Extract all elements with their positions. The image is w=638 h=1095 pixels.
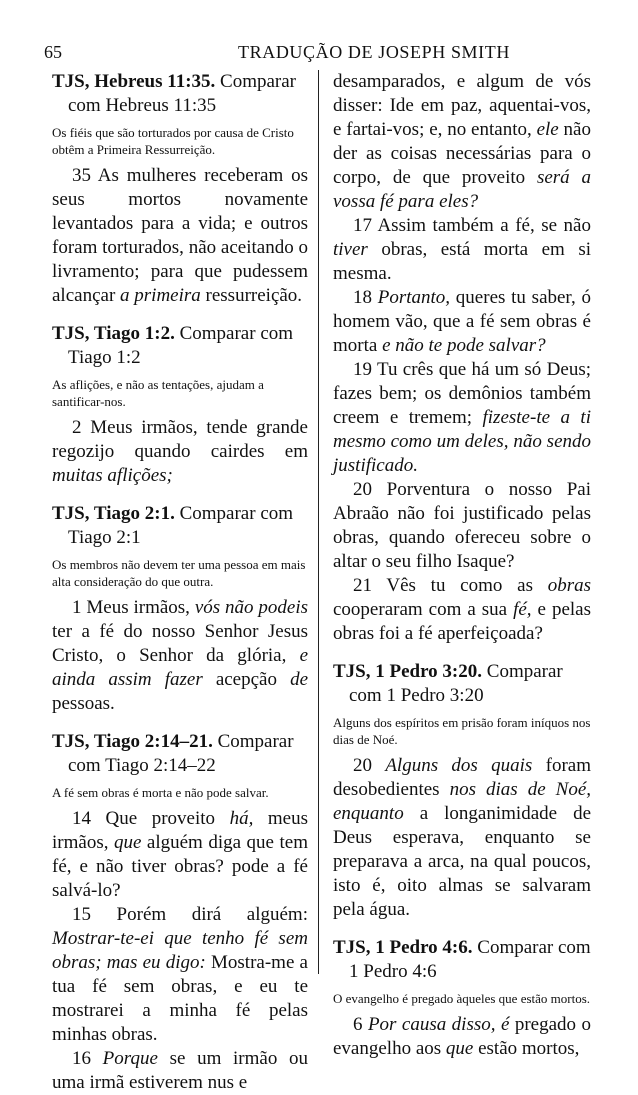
heading-compare: Comparar com 1 Pedro 4:6 [349,937,591,982]
column-divider [318,70,319,974]
heading-compare: Comparar com Tiago 2:1 [68,503,294,548]
section-hebreus-11-35 [52,70,308,308]
section-summary: Os fiéis que são torturados por causa de Cristo obtêm a Primeira Ressurreição. [52,125,294,157]
section-heading [52,730,308,778]
heading-ref: TJS, 1 Pedro 3:20. [333,661,483,682]
heading-ref: TJS, Tiago 2:1. [52,503,175,524]
section-heading [52,502,308,550]
verse-19: 19 Tu crês que há um só Deus; fazes bem; os demônios também creem e tremem; fizeste-te a ti mesmo como um deles, não sendo justificado. [333,359,591,476]
heading-compare: Comparar com 1 Pedro 3:20 [349,661,563,706]
section-heading [333,936,591,984]
left-column [52,70,308,1095]
verse-18: 18 Portanto, queres tu saber, ó homem vão, que a fé sem obras é morta e não te pode salvar? [333,287,591,356]
page-number: 65 [44,42,62,62]
page-header [44,42,598,68]
section-tiago-1-2 [52,322,308,488]
verse-1: 1 Meus irmãos, vós não podeis ter a fé do nosso Senhor Jesus Cristo, o Senhor da glória, e ainda assim fazer acepção de pessoas. [52,597,308,714]
verse-6: 6 Por causa disso, é pregado o evangelho aos que estão mortos, [333,1014,591,1059]
section-heading [52,322,308,370]
verse-14: 14 Que proveito há, meus irmãos, que alguém diga que tem fé, e não tiver obras? pode a fé salvá-lo? [52,808,308,901]
heading-compare: Comparar com Hebreus 11:35 [68,71,297,116]
heading-ref: TJS, 1 Pedro 4:6. [333,937,473,958]
verse-16: 16 Porque se um irmão ou uma irmã estiverem nus e [52,1048,308,1093]
section-summary: As aflições, e não as tentações, ajudam a santificar-nos. [52,377,264,409]
section-tiago-2-14 [52,730,308,1095]
verse-35: 35 As mulheres receberam os seus mortos novamente levantados para a vida; e outros foram torturados, não aceitando o livramento; para que pudessem alcançar a primeira ressurreição. [52,165,308,306]
section-1-pedro-4-6 [333,936,591,1061]
section-summary: Alguns dos espíritos em prisão foram iníquos nos dias de Noé. [333,715,591,747]
heading-ref: TJS, Tiago 1:2. [52,323,175,344]
section-heading [333,660,591,708]
section-summary: A fé sem obras é morta e não pode salvar. [52,785,269,800]
verse-15: 15 Porém dirá alguém: Mostrar-te-ei que tenho fé sem obras; mas eu digo: Mostra-me a tua fé sem obras, e eu te mostrarei a minha fé pelas minhas obras. [52,904,308,1045]
section-tiago-2-1 [52,502,308,716]
section-heading [52,70,308,118]
verse-20-pedro: 20 Alguns dos quais foram desobedientes nos dias de Noé, enquanto a longanimidade de Deus esperava, enquanto se preparava a arca, na qual poucos, isto é, oito almas se salvaram pela água. [333,755,591,920]
heading-compare: Comparar com Tiago 1:2 [68,323,294,368]
verse-21: 21 Vês tu como as obras cooperaram com a sua fé, e pelas obras foi a fé aperfeiçoada? [333,575,591,644]
heading-ref: TJS, Hebreus 11:35. [52,71,216,92]
heading-ref: TJS, Tiago 2:14–21. [52,731,213,752]
verse-2: 2 Meus irmãos, tende grande regozijo quando cairdes em muitas aflições; [52,417,308,486]
verse-16-continued: desamparados, e algum de vós disser: Ide em paz, aquentai-vos, e fartai-vos; e, no entanto, ele não der as coisas necessárias para o corpo, de que proveito será a vossa fé para eles? [333,71,591,212]
section-summary: Os membros não devem ter uma pessoa em mais alta consideração do que outra. [52,557,306,589]
verse-17: 17 Assim também a fé, se não tiver obras, está morta em si mesma. [333,215,591,284]
running-title: TRADUÇÃO DE JOSEPH SMITH [238,42,510,62]
section-summary: O evangelho é pregado àqueles que estão mortos. [333,991,591,1006]
heading-compare: Comparar com Tiago 2:14–22 [68,731,294,776]
right-column [333,70,591,1061]
section-1-pedro-3-20 [333,660,591,922]
verse-20: 20 Porventura o nosso Pai Abraão não foi justificado pelas obras, quando ofereceu sobre o altar o seu filho Isaque? [333,479,591,572]
